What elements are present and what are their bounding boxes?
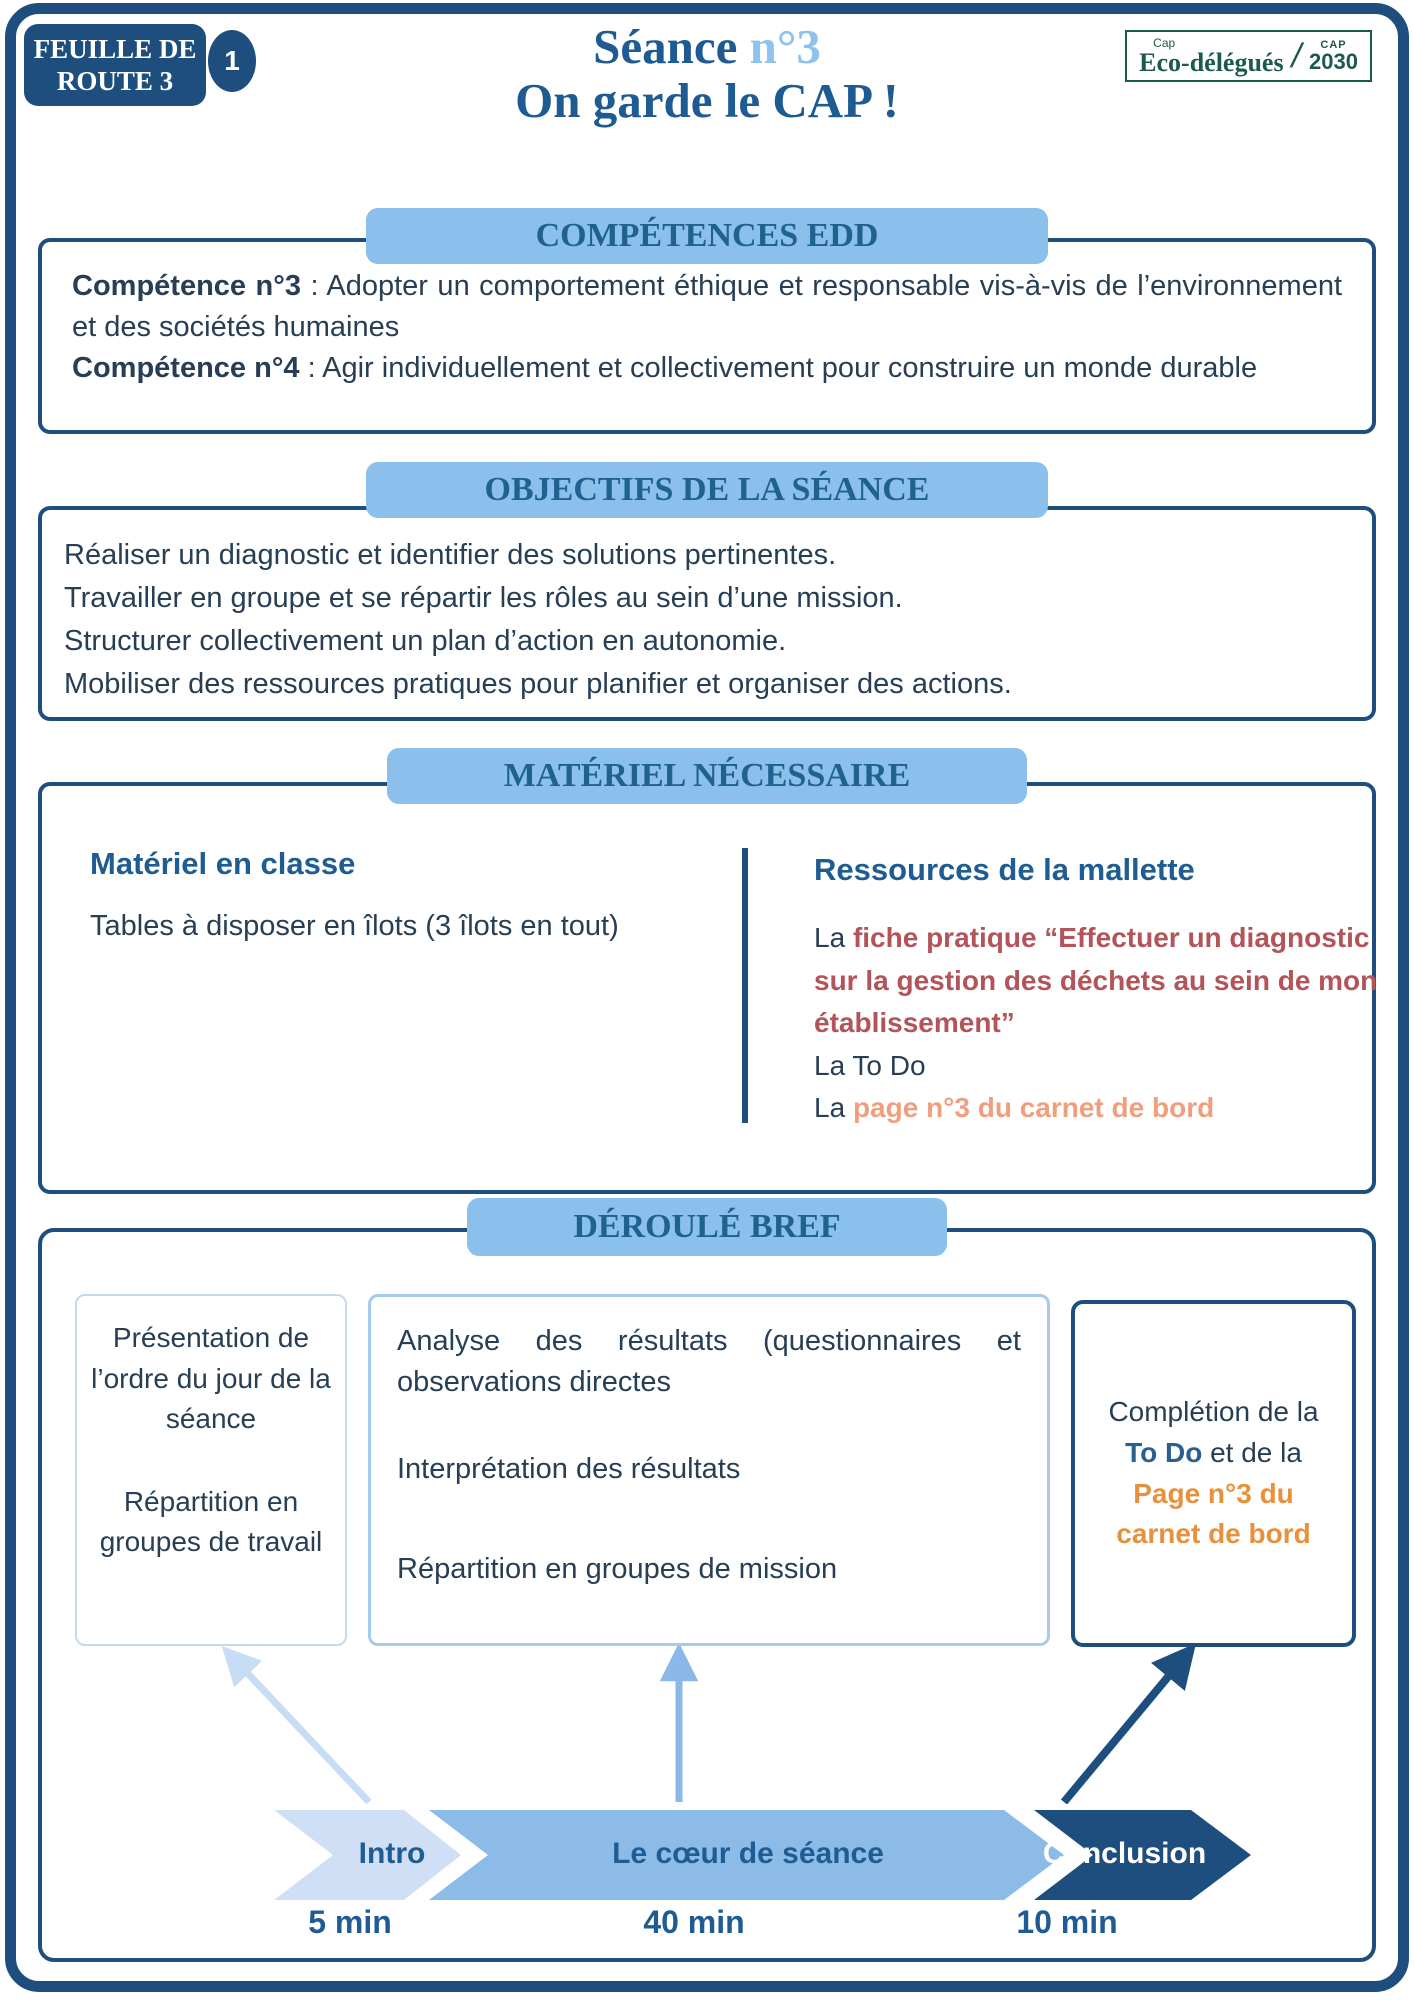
objective-line-4: Mobiliser des ressources pratiques pour planifier et organiser des actions. — [64, 667, 1012, 700]
title-line1 — [290, 20, 1124, 74]
mallette-item-1-highlight: fiche pratique “Effectuer un diagnostic sur la gestion des déchets au sein de mon établissement” — [814, 922, 1378, 1039]
logo-name: Eco-délégués — [1139, 47, 1284, 77]
route-badge-line1: FEUILLE DE — [33, 33, 197, 64]
logo-left — [1139, 37, 1283, 76]
classe-heading: Matériel en classe — [90, 846, 356, 881]
title-line2: On garde le CAP ! — [515, 72, 899, 128]
coeur-box-para2: Interprétation des résultats — [397, 1453, 741, 1486]
deroule-intro-box — [75, 1294, 347, 1646]
deroule-pill: DÉROULÉ BREF — [467, 1198, 947, 1256]
duration-conclusion: 10 min — [1016, 1904, 1118, 1940]
mallette-item-1-prefix: La — [814, 922, 853, 954]
competence-item-1 — [72, 270, 1342, 343]
materiel-classe-column — [90, 846, 690, 943]
conclusion-box-text — [1091, 1392, 1336, 1554]
logo-cap-small: Cap — [1153, 35, 1176, 50]
objective-line-1: Réaliser un diagnostic et identifier des solutions pertinentes. — [64, 539, 837, 571]
deroule-conclusion-box — [1071, 1300, 1356, 1647]
page-number: 1 — [224, 45, 240, 76]
mallette-item-3-prefix: La — [814, 1092, 853, 1124]
competence-1-lead: Compétence n°3 — [72, 270, 301, 302]
mallette-items — [814, 917, 1400, 1130]
column-divider — [742, 848, 748, 1123]
competence-1-sep: : — [300, 270, 327, 302]
objective-line-3: Structurer collectivement un plan d’action en autonomie. — [64, 624, 787, 657]
intro-box-para1: Présentation de l’ordre du jour de la séance — [91, 1322, 331, 1435]
mallette-item-1 — [814, 917, 1400, 1045]
materiel-mallette-column — [814, 846, 1400, 1130]
timeline-arrows — [42, 1632, 1386, 1804]
title-main: Séance — [593, 19, 750, 74]
competence-2-lead: Compétence n°4 — [72, 352, 300, 385]
conclusion-middle: et de la — [1202, 1436, 1302, 1468]
mallette-heading: Ressources de la mallette — [814, 852, 1195, 887]
coeur-box-para3: Répartition en groupes de mission — [397, 1552, 838, 1585]
materiel-pill: MATÉRIEL NÉCESSAIRE — [387, 748, 1027, 804]
route-badge — [24, 24, 206, 106]
intro-box-para2: Répartition en groupes de travail — [99, 1485, 323, 1558]
mallette-item-3 — [814, 1087, 1400, 1130]
logo-slash: / — [1287, 37, 1306, 75]
duration-intro: 5 min — [308, 1904, 392, 1940]
eco-delegues-logo — [1125, 30, 1372, 82]
classe-item: Tables à disposer en îlots (3 îlots en tout) — [90, 910, 619, 942]
chevron-intro-label: Intro — [358, 1837, 426, 1870]
objectifs-box — [38, 506, 1376, 721]
title-accent: n°3 — [749, 19, 821, 74]
chevron-coeur-label: Le cœur de séance — [612, 1837, 884, 1870]
duration-coeur: 40 min — [643, 1904, 745, 1940]
logo-year: 2030 — [1309, 48, 1358, 74]
materiel-box — [38, 782, 1376, 1194]
conclusion-prefix: Complétion de la — [1108, 1396, 1319, 1428]
objective-line-2: Travailler en groupe et se répartir les rôles au sein d’une mission. — [64, 581, 903, 614]
competence-1-text: Adopter un comportement éthique et responsable vis-à-vis de l’environnement et des sociétés humaines — [72, 270, 1343, 344]
objectifs-pill: OBJECTIFS DE LA SÉANCE — [366, 462, 1048, 518]
arrow-intro — [235, 1660, 369, 1802]
route-badge-line2: ROUTE 3 — [56, 66, 174, 96]
page-number-badge — [208, 30, 256, 92]
logo-cap-right: CAP — [1320, 38, 1347, 51]
objectifs-content — [42, 510, 1372, 706]
competence-2-sep: : — [299, 352, 323, 385]
mallette-item-2: La To Do — [814, 1049, 926, 1081]
competences-pill: COMPÉTENCES EDD — [366, 208, 1048, 264]
chevron-conclusion-label: Conclusion — [1042, 1837, 1207, 1870]
conclusion-highlight: Page n°3 du carnet de bord — [1116, 1477, 1311, 1550]
deroule-coeur-box — [368, 1294, 1050, 1646]
competences-box — [38, 238, 1376, 434]
deroule-box — [38, 1228, 1376, 1962]
mallette-item-3-highlight: page n°3 du carnet de bord — [852, 1092, 1215, 1124]
competence-2-text: Agir individuellement et collectivement pour construire un monde durable — [322, 352, 1258, 385]
competences-content — [42, 242, 1372, 390]
page-title — [290, 20, 1124, 128]
arrow-conclusion — [1064, 1660, 1182, 1802]
conclusion-bold: To Do — [1125, 1436, 1203, 1468]
competence-item-2 — [72, 352, 1257, 384]
logo-right — [1309, 40, 1358, 73]
coeur-box-para1: Analyse des résultats (questionnaires et observations directes — [397, 1325, 1021, 1399]
